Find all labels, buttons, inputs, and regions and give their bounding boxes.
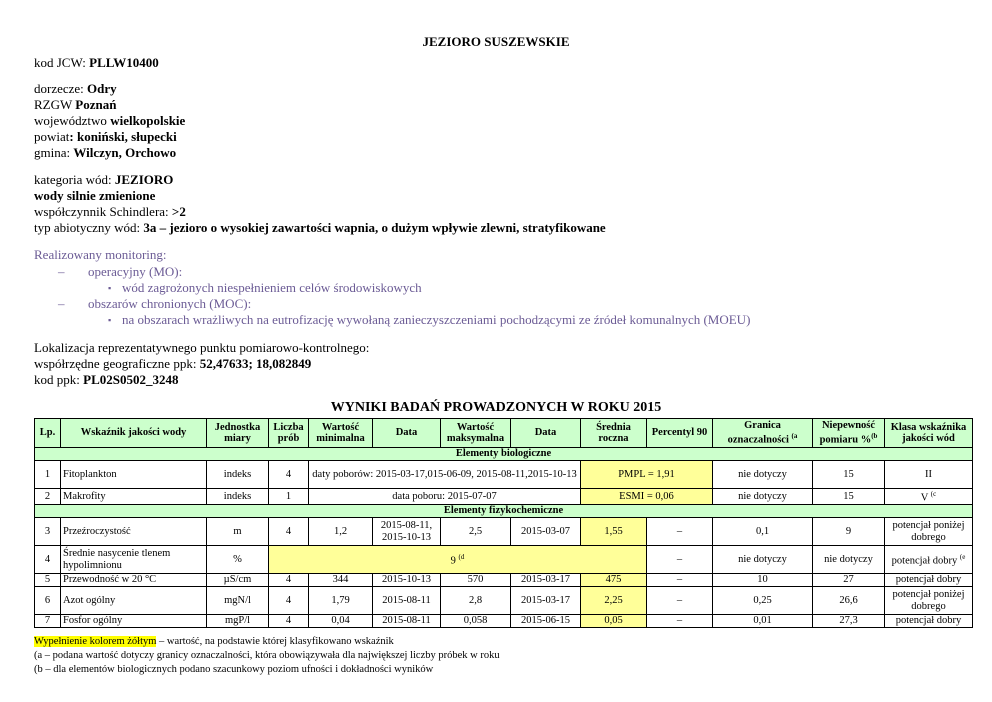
header-niepewnosc xyxy=(813,419,885,448)
powiat-line xyxy=(34,129,177,145)
cell-klasa: potencjał poniżej dobrego xyxy=(885,587,973,615)
results-title: WYNIKI BADAŃ PROWADZONYCH W ROKU 2015 xyxy=(330,400,662,415)
monitoring-item-mo: operacyjny (MO): xyxy=(88,264,183,279)
dorzecze-label: dorzecze: xyxy=(34,81,88,96)
cell-n: 1 xyxy=(269,489,309,505)
cell-avg: 475 xyxy=(581,574,647,587)
header-data1: Data xyxy=(373,419,441,448)
header-granica xyxy=(713,419,813,448)
cell-unit: % xyxy=(207,546,269,574)
cell-avg: 2,25 xyxy=(581,587,647,615)
wspolrzedne-line xyxy=(34,356,311,372)
cell-name: Średnie nasycenie tlenem hypolimnionu xyxy=(61,546,207,574)
cell-granica: 0,25 xyxy=(713,587,813,615)
cell-date-min: 2015-08-11 xyxy=(373,587,441,615)
cell-name: Fosfor ogólny xyxy=(61,615,207,628)
footnote-a: (a – podana wartość dotyczy granicy oznaczalności, która obowiązywała dla największej liczby próbek w roku xyxy=(34,650,500,661)
header-data2: Data xyxy=(511,419,581,448)
cell-klasa xyxy=(885,546,973,574)
cell-date-max: 2015-03-17 xyxy=(511,574,581,587)
table-row xyxy=(35,461,973,489)
square-bullet-icon: ▪ xyxy=(108,315,112,325)
cell-niep: 27,3 xyxy=(813,615,885,628)
cell-granica: nie dotyczy xyxy=(713,461,813,489)
cell-klasa-sup: (e xyxy=(959,553,966,561)
cell-value-text: 9 xyxy=(450,555,456,567)
table-row xyxy=(35,587,973,615)
cell-avg: 0,05 xyxy=(581,615,647,628)
header-min: Wartość minimalna xyxy=(309,419,373,448)
wspolrzedne-label: współrzędne geograficzne ppk: xyxy=(34,356,200,371)
cell-niep: 26,6 xyxy=(813,587,885,615)
rzgw-label: RZGW xyxy=(34,97,76,112)
cell-p90: – xyxy=(647,587,713,615)
cell-name: Fitoplankton xyxy=(61,461,207,489)
cell-unit: indeks xyxy=(207,461,269,489)
cell-min: 344 xyxy=(309,574,373,587)
cell-min: 1,2 xyxy=(309,518,373,546)
header-jednostka: Jednostka miary xyxy=(207,419,269,448)
schindler-line xyxy=(34,204,186,220)
table-row xyxy=(35,546,973,574)
gmina-value: Wilczyn, Orchowo xyxy=(73,145,177,160)
powiat-label: powiat xyxy=(34,129,70,144)
cell-klasa: potencjał dobry xyxy=(885,574,973,587)
header-granica-text: Granica oznaczalności xyxy=(727,419,789,446)
legend-line xyxy=(34,636,394,647)
section-bio: Elementy biologiczne xyxy=(35,448,973,461)
table-row xyxy=(35,489,973,505)
powiat-value: : koniński, słupecki xyxy=(69,129,177,144)
cell-value xyxy=(269,546,647,574)
cell-niep: 27 xyxy=(813,574,885,587)
table-row xyxy=(35,615,973,628)
cell-unit: µS/cm xyxy=(207,574,269,587)
cell-n: 4 xyxy=(269,461,309,489)
kod-ppk-line xyxy=(34,372,178,388)
cell-p90: – xyxy=(647,615,713,628)
cell-n: 4 xyxy=(269,587,309,615)
wojewodztwo-line xyxy=(34,113,185,129)
cell-klasa-text: potencjał dobry xyxy=(891,555,958,567)
legend-highlight: Wypełnienie kolorem żółtym xyxy=(34,636,157,647)
monitoring-sub-moc: na obszarach wrażliwych na eutrofizację wywołaną zanieczyszczeniami pochodzącymi ze źródeł komunalnych (MOEU) xyxy=(122,312,751,327)
cell-n: 4 xyxy=(269,574,309,587)
kod-ppk-value: PL02S0502_3248 xyxy=(83,372,179,387)
header-granica-sup: (a xyxy=(791,432,798,441)
monitoring-heading: Realizowany monitoring: xyxy=(34,247,167,262)
dash-2: – xyxy=(58,296,65,311)
kod-jcw-value: PLLW10400 xyxy=(89,55,159,70)
header-wskaznik: Wskaźnik jakości wody xyxy=(61,419,207,448)
rzgw-value: Poznań xyxy=(75,97,117,112)
monitoring-sub-mo: wód zagrożonych niespełnieniem celów środowiskowych xyxy=(122,280,422,295)
cell-date-max: 2015-03-07 xyxy=(511,518,581,546)
header-srednia: Średnia roczna xyxy=(581,419,647,448)
kod-jcw-label: kod JCW: xyxy=(34,55,90,70)
cell-dates: data poboru: 2015-07-07 xyxy=(309,489,581,505)
lokalizacja-line: Lokalizacja reprezentatywnego punktu pomiarowo-kontrolnego: xyxy=(34,340,370,355)
cell-name: Makrofity xyxy=(61,489,207,505)
cell-granica: 0,01 xyxy=(713,615,813,628)
cell-name: Azot ogólny xyxy=(61,587,207,615)
typ-value: 3a – jezioro o wysokiej zawartości wapnia, o dużym wpływie zlewni, stratyfikowane xyxy=(143,220,606,235)
cell-unit: mgN/l xyxy=(207,587,269,615)
cell-date-min: 2015-10-13 xyxy=(373,574,441,587)
cell-lp: 4 xyxy=(35,546,61,574)
cell-value-sup: (d xyxy=(458,553,465,561)
cell-value: PMPL = 1,91 xyxy=(581,461,713,489)
cell-niep: 15 xyxy=(813,489,885,505)
wojewodztwo-value: wielkopolskie xyxy=(110,113,186,128)
wojewodztwo-label: województwo xyxy=(34,113,111,128)
section-row-fiz xyxy=(35,505,973,518)
wody-value: wody silnie zmienione xyxy=(34,188,156,203)
cell-dates: daty poborów: 2015-03-17,015-06-09, 2015-08-11,2015-10-13 xyxy=(309,461,581,489)
cell-p90: – xyxy=(647,518,713,546)
kategoria-label: kategoria wód: xyxy=(34,172,115,187)
header-max: Wartość maksymalna xyxy=(441,419,511,448)
cell-niep: 15 xyxy=(813,461,885,489)
cell-niep: 9 xyxy=(813,518,885,546)
section-fiz: Elementy fizykochemiczne xyxy=(35,505,973,518)
section-row-bio xyxy=(35,448,973,461)
kategoria-value: JEZIORO xyxy=(114,172,174,187)
schindler-value: >2 xyxy=(171,204,186,219)
cell-name: Przewodność w 20 °C xyxy=(61,574,207,587)
footnote-b: (b – dla elementów biologicznych podano szacunkowy poziom ufności i dokładności wyników xyxy=(34,664,434,675)
cell-granica: nie dotyczy xyxy=(713,546,813,574)
cell-unit: mgP/l xyxy=(207,615,269,628)
table-header-row xyxy=(35,419,973,448)
dorzecze-line xyxy=(34,81,117,97)
monitoring-item-moc: obszarów chronionych (MOC): xyxy=(88,296,252,311)
cell-granica: nie dotyczy xyxy=(713,489,813,505)
cell-granica: 10 xyxy=(713,574,813,587)
cell-max: 2,5 xyxy=(441,518,511,546)
results-table xyxy=(34,418,973,628)
cell-date-min: 2015-08-11 xyxy=(373,615,441,628)
legend-text: – wartość, na podstawie której klasyfikowano wskaźnik xyxy=(156,636,394,647)
kategoria-line xyxy=(34,172,173,188)
cell-lp: 7 xyxy=(35,615,61,628)
cell-lp: 6 xyxy=(35,587,61,615)
cell-niep: nie dotyczy xyxy=(813,546,885,574)
square-bullet-icon: ▪ xyxy=(108,283,112,293)
wody-line xyxy=(34,188,155,204)
cell-unit: indeks xyxy=(207,489,269,505)
typ-line xyxy=(34,220,606,236)
gmina-line xyxy=(34,145,176,161)
cell-lp: 2 xyxy=(35,489,61,505)
schindler-label: współczynnik Schindlera: xyxy=(34,204,172,219)
cell-min: 1,79 xyxy=(309,587,373,615)
cell-klasa-sup: (c xyxy=(930,490,937,498)
dash-1: – xyxy=(58,264,65,279)
cell-klasa: II xyxy=(885,461,973,489)
cell-value: ESMI = 0,06 xyxy=(581,489,713,505)
kod-jcw-line xyxy=(34,55,159,71)
header-niepewnosc-text: Niepewność pomiaru % xyxy=(819,419,876,446)
cell-lp: 1 xyxy=(35,461,61,489)
header-percentyl: Percentyl 90 xyxy=(647,419,713,448)
gmina-label: gmina: xyxy=(34,145,74,160)
cell-date-min: 2015-08-11, 2015-10-13 xyxy=(373,518,441,546)
table-row xyxy=(35,518,973,546)
cell-klasa xyxy=(885,489,973,505)
dorzecze-value: Odry xyxy=(87,81,117,96)
cell-n: 4 xyxy=(269,518,309,546)
typ-label: typ abiotyczny wód: xyxy=(34,220,144,235)
cell-klasa: potencjał dobry xyxy=(885,615,973,628)
header-klasa: Klasa wskaźnika jakości wód xyxy=(885,419,973,448)
cell-p90: – xyxy=(647,546,713,574)
cell-max: 2,8 xyxy=(441,587,511,615)
cell-klasa-text: V xyxy=(920,492,929,504)
table-row xyxy=(35,574,973,587)
cell-date-max: 2015-06-15 xyxy=(511,615,581,628)
wspolrzedne-value: 52,47633; 18,082849 xyxy=(199,356,312,371)
page-title: JEZIORO SUSZEWSKIE xyxy=(422,34,570,49)
header-liczba: Liczba prób xyxy=(269,419,309,448)
cell-unit: m xyxy=(207,518,269,546)
cell-p90: – xyxy=(647,574,713,587)
cell-max: 570 xyxy=(441,574,511,587)
cell-min: 0,04 xyxy=(309,615,373,628)
cell-date-max: 2015-03-17 xyxy=(511,587,581,615)
header-niepewnosc-sup: (b xyxy=(871,432,878,441)
cell-name: Przeźroczystość xyxy=(61,518,207,546)
kod-ppk-label: kod ppk: xyxy=(34,372,84,387)
rzgw-line xyxy=(34,97,116,113)
cell-max: 0,058 xyxy=(441,615,511,628)
cell-granica: 0,1 xyxy=(713,518,813,546)
cell-klasa: potencjał poniżej dobrego xyxy=(885,518,973,546)
cell-n: 4 xyxy=(269,615,309,628)
cell-lp: 3 xyxy=(35,518,61,546)
header-lp: Lp. xyxy=(35,419,61,448)
cell-lp: 5 xyxy=(35,574,61,587)
cell-avg: 1,55 xyxy=(581,518,647,546)
